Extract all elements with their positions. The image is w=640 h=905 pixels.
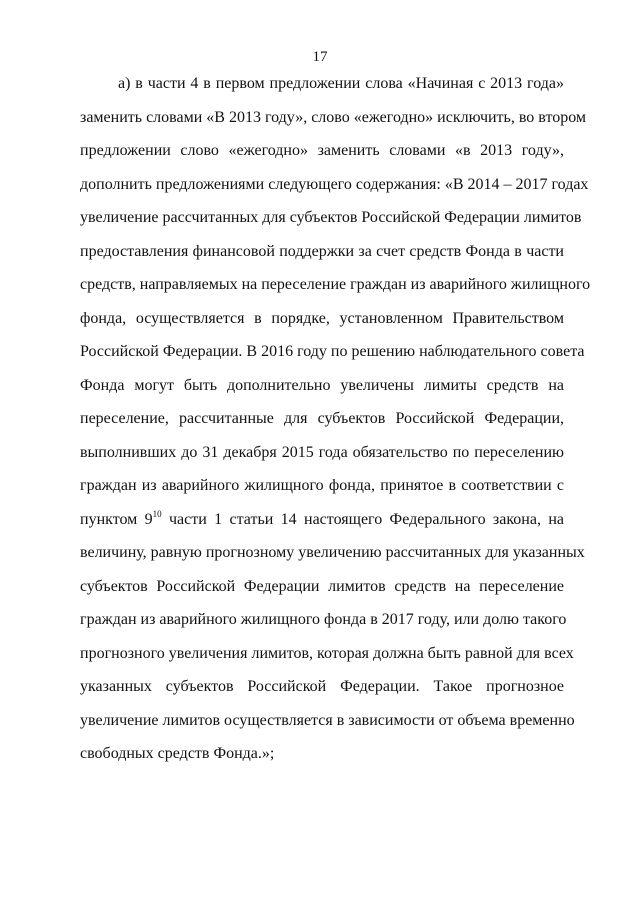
text-line: предложении слово «ежегодно» заменить словами «в 2013 году», <box>80 142 564 159</box>
text-line: средств, направляемых на переселение граждан из аварийного жилищного <box>80 276 591 293</box>
text-line: заменить словами «В 2013 году», слово «ежегодно» исключить, во втором <box>80 108 587 126</box>
text-line: увеличение рассчитанных для субъектов Российской Федерации лимитов <box>80 209 582 226</box>
text-line: граждан из аварийного жилищного фонда в 2017 году, или долю такого <box>80 611 567 628</box>
text-line: фонда, осуществляется в порядке, установленном Правительством <box>80 309 564 327</box>
text-line: величину, равную прогнозному увеличению рассчитанных для указанных <box>80 544 585 561</box>
text-after-superscript: части 1 статьи 14 настоящего Федерального закона, на <box>161 510 564 528</box>
text-line: граждан из аварийного жилищного фонда, принятое в соответствии с <box>80 477 564 494</box>
text-line: выполнивших до 31 декабря 2015 года обязательство по переселению <box>80 443 564 461</box>
text-line: субъектов Российской Федерации лимитов средств на переселение <box>80 577 564 595</box>
superscript-ref: 10 <box>152 508 162 519</box>
text-line: прогнозного увеличения лимитов, которая должна быть равной для всех <box>80 644 574 662</box>
text-line-with-superscript <box>80 503 564 537</box>
text-line: Российской Федерации. В 2016 году по решению наблюдательного совета <box>80 343 585 360</box>
text-line: указанных субъектов Российской Федерации. Такое прогнозное <box>80 678 564 695</box>
text-line: дополнить предложениями следующего содержания: «В 2014 – 2017 годах <box>80 175 589 193</box>
paragraph-amendment-a <box>80 67 591 771</box>
text-line: переселение, рассчитанные для субъектов Российской Федерации, <box>80 410 564 427</box>
page-number: 17 <box>312 49 328 65</box>
text-before-superscript: пунктом 9 <box>80 510 153 528</box>
text-line: увеличение лимитов осуществляется в зависимости от объема временно <box>80 711 575 729</box>
text-line: а) в части 4 в первом предложении слова «Начиная с 2013 года» <box>118 75 564 92</box>
text-line: свободных средств Фонда.»; <box>80 745 275 762</box>
text-line: предоставления финансовой поддержки за счет средств Фонда в части <box>80 242 564 260</box>
text-line: Фонда могут быть дополнительно увеличены лимиты средств на <box>80 376 564 394</box>
